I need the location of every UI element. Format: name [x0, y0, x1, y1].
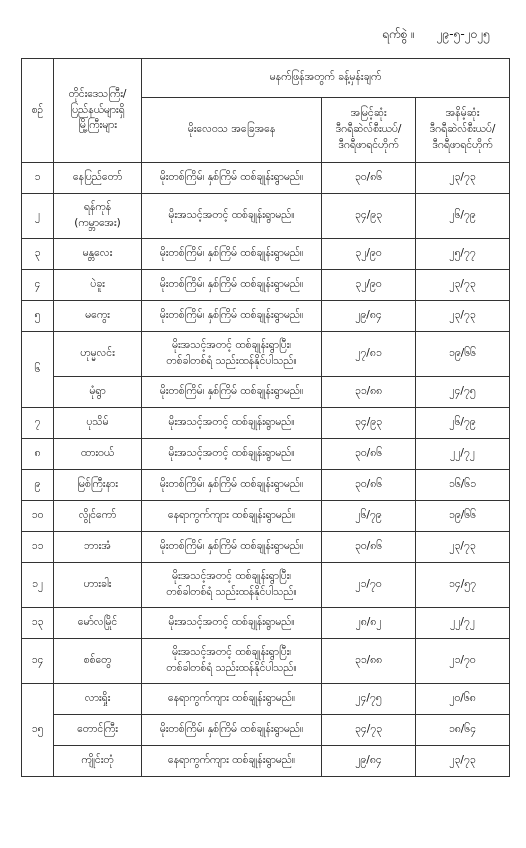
row-city: စစ်တွေ: [54, 639, 142, 684]
row-no: ၁၁: [22, 532, 54, 563]
row-weather: နေရာကွက်ကျား ထစ်ချုန်းရွာမည်။: [142, 501, 322, 532]
row-city: ဟားခါး: [54, 563, 142, 608]
row-weather: နေရာကွက်ကျား ထစ်ချုန်းရွာမည်။: [142, 684, 322, 715]
row-no: ၈: [22, 439, 54, 470]
row-min-temp: ၁၉/၆၆: [416, 332, 510, 377]
row-city: လားရှိုး: [54, 684, 142, 715]
row-city: မော်လမြိုင်: [54, 608, 142, 639]
row-weather: မိုးတစ်ကြိမ်၊ နှစ်ကြိမ် ထစ်ချုန်းရွာမည်။: [142, 470, 322, 501]
row-no: ၇: [22, 408, 54, 439]
row-weather: မိုးအသင့်အတင့် ထစ်ချုန်းရွာပြီး၊ တစ်ခါတစ်ရံ သည်းထန်နိုင်ပါသည်။: [142, 563, 322, 608]
row-min-temp: ၂၆/၇၉: [416, 194, 510, 239]
row-city: ကျိုင်းတုံ: [54, 746, 142, 777]
row-max-temp: ၃၄/၇၃: [322, 715, 416, 746]
row-max-temp: ၂၉/၈၄: [322, 746, 416, 777]
row-max-temp: ၂၈/၈၂: [322, 608, 416, 639]
row-max-temp: ၃၄/၉၃: [322, 194, 416, 239]
row-city: ထားဝယ်: [54, 439, 142, 470]
row-max-temp: ၂၆/၇၉: [322, 501, 416, 532]
forecast-rows: [22, 163, 510, 777]
row-max-temp: ၃၁/၈၈: [322, 377, 416, 408]
row-min-temp: ၂၁/၇၀: [416, 639, 510, 684]
row-weather: မိုးတစ်ကြိမ်၊ နှစ်ကြိမ် ထစ်ချုန်းရွာမည်။: [142, 715, 322, 746]
row-min-temp: ၁၆/၆၁: [416, 470, 510, 501]
row-max-temp: ၃၀/၈၆: [322, 532, 416, 563]
table-row: [22, 270, 510, 301]
row-weather: မိုးတစ်ကြိမ်၊ နှစ်ကြိမ် ထစ်ချုန်းရွာမည်။: [142, 270, 322, 301]
row-max-temp: ၃၂/၉၀: [322, 270, 416, 301]
row-no: ၆: [22, 332, 54, 408]
row-no: ၄: [22, 270, 54, 301]
date-value: ၂၉-၅-၂၀၂၅: [436, 27, 490, 41]
row-min-temp: ၂၆/၇၉: [416, 408, 510, 439]
row-max-temp: ၃၀/၈၆: [322, 163, 416, 194]
row-no: ၁၂: [22, 563, 54, 608]
header-max-temp: အမြင့်ဆုံး ဒီဂရီဆဲလ်စီးယပ်/ ဒီဂရီဖာရင်ဟိုက်: [322, 98, 416, 163]
row-min-temp: ၂၃/၇၃: [416, 532, 510, 563]
row-city: ရန်ကုန် (ကမ္ဘာအေး): [54, 194, 142, 239]
row-weather: မိုးအသင့်အတင့် ထစ်ချုန်းရွာမည်။: [142, 408, 322, 439]
row-no: ၅: [22, 301, 54, 332]
row-city: လွိုင်ကော်: [54, 501, 142, 532]
table-row: [22, 684, 510, 715]
table-row: [22, 715, 510, 746]
row-city: နေပြည်တော်: [54, 163, 142, 194]
row-min-temp: ၂၄/၇၅: [416, 377, 510, 408]
table-row: [22, 439, 510, 470]
row-weather: မိုးအသင့်အတင့် ထစ်ချုန်းရွာပြီး၊ တစ်ခါတစ်ရံ သည်းထန်နိုင်ပါသည်။: [142, 639, 322, 684]
row-no: ၂: [22, 194, 54, 239]
row-min-temp: ၂၃/၇၃: [416, 270, 510, 301]
row-max-temp: ၃၄/၉၃: [322, 408, 416, 439]
row-weather: မိုးအသင့်အတင့် ထစ်ချုန်းရွာမည်။: [142, 194, 322, 239]
row-city: မကွေး: [54, 301, 142, 332]
row-city: တောင်ကြီး: [54, 715, 142, 746]
row-min-temp: ၁၉/၆၆: [416, 501, 510, 532]
row-min-temp: ၂၀/၆၈: [416, 684, 510, 715]
row-city: မြစ်ကြီးနား: [54, 470, 142, 501]
table-row: [22, 163, 510, 194]
table-row: [22, 377, 510, 408]
row-max-temp: ၃၀/၈၆: [322, 470, 416, 501]
row-no: ၁၄: [22, 639, 54, 684]
row-no: ၁: [22, 163, 54, 194]
table-row: [22, 194, 510, 239]
row-city: မုံရွာ: [54, 377, 142, 408]
table-row: [22, 301, 510, 332]
table-row: [22, 470, 510, 501]
row-no: ၁၀: [22, 501, 54, 532]
row-max-temp: ၂၁/၇၀: [322, 563, 416, 608]
row-city: မန္တလေး: [54, 239, 142, 270]
row-city: ဘားအံ: [54, 532, 142, 563]
row-min-temp: ၁၈/၆၄: [416, 715, 510, 746]
row-weather: မိုးတစ်ကြိမ်၊ နှစ်ကြိမ် ထစ်ချုန်းရွာမည်။: [142, 377, 322, 408]
row-weather: မိုးတစ်ကြိမ်၊ နှစ်ကြိမ် ထစ်ချုန်းရွာမည်။: [142, 239, 322, 270]
table-row: [22, 563, 510, 608]
row-min-temp: ၂၃/၇၃: [416, 163, 510, 194]
row-max-temp: ၂၉/၈၄: [322, 301, 416, 332]
row-weather: မိုးအသင့်အတင့် ထစ်ချုန်းရွာပြီး၊ တစ်ခါတစ်ရံ သည်းထန်နိုင်ပါသည်။: [142, 332, 322, 377]
row-city: ဟုမ္မလင်း: [54, 332, 142, 377]
row-weather: နေရာကွက်ကျား ထစ်ချုန်းရွာမည်။: [142, 746, 322, 777]
row-weather: မိုးအသင့်အတင့် ထစ်ချုန်းရွာမည်။: [142, 608, 322, 639]
row-min-temp: ၂၃/၇၃: [416, 301, 510, 332]
row-max-temp: ၃၂/၉၀: [322, 239, 416, 270]
row-min-temp: ၂၅/၇၇: [416, 239, 510, 270]
header-min-temp: အနိမ့်ဆုံး ဒီဂရီဆဲလ်စီးယပ်/ ဒီဂရီဖာရင်ဟိုက်: [416, 98, 510, 163]
row-max-temp: ၂၇/၈၁: [322, 332, 416, 377]
table-row: [22, 408, 510, 439]
date-label: ရက်စွဲ ။: [381, 27, 415, 41]
table-row: [22, 501, 510, 532]
row-no: ၉: [22, 470, 54, 501]
forecast-table: [21, 58, 510, 777]
table-row: [22, 746, 510, 777]
table-row: [22, 239, 510, 270]
header-region: တိုင်းဒေသကြီး/ ပြည်နယ်များရှိ မြို့ကြီးများ: [54, 59, 142, 163]
row-weather: မိုးတစ်ကြိမ်၊ နှစ်ကြိမ် ထစ်ချုန်းရွာမည်။: [142, 163, 322, 194]
table-row: [22, 332, 510, 377]
header-weather: မိုးလေဝသ အခြေအနေ: [142, 98, 322, 163]
row-min-temp: ၁၄/၅၇: [416, 563, 510, 608]
row-city: ပုသိမ်: [54, 408, 142, 439]
row-no: ၃: [22, 239, 54, 270]
row-min-temp: ၂၂/၇၂: [416, 608, 510, 639]
table-row: [22, 608, 510, 639]
table-row: [22, 639, 510, 684]
row-no: ၁၅: [22, 684, 54, 777]
row-max-temp: ၃၀/၈၆: [322, 439, 416, 470]
date-line: [364, 26, 490, 44]
row-max-temp: ၂၄/၇၅: [322, 684, 416, 715]
header-no: စဉ်: [22, 59, 54, 163]
row-weather: မိုးတစ်ကြိမ်၊ နှစ်ကြိမ် ထစ်ချုန်းရွာမည်။: [142, 301, 322, 332]
row-min-temp: ၂၃/၇၃: [416, 746, 510, 777]
header-forecast-group: မနက်ဖြန်အတွက် ခန့်မှန်းချက်: [142, 59, 510, 98]
row-city: ပဲခူး: [54, 270, 142, 301]
row-weather: မိုးတစ်ကြိမ်၊ နှစ်ကြိမ် ထစ်ချုန်းရွာမည်။: [142, 532, 322, 563]
row-max-temp: ၃၁/၈၈: [322, 639, 416, 684]
row-weather: မိုးအသင့်အတင့် ထစ်ချုန်းရွာမည်။: [142, 439, 322, 470]
table-row: [22, 532, 510, 563]
row-min-temp: ၂၂/၇၂: [416, 439, 510, 470]
row-no: ၁၃: [22, 608, 54, 639]
